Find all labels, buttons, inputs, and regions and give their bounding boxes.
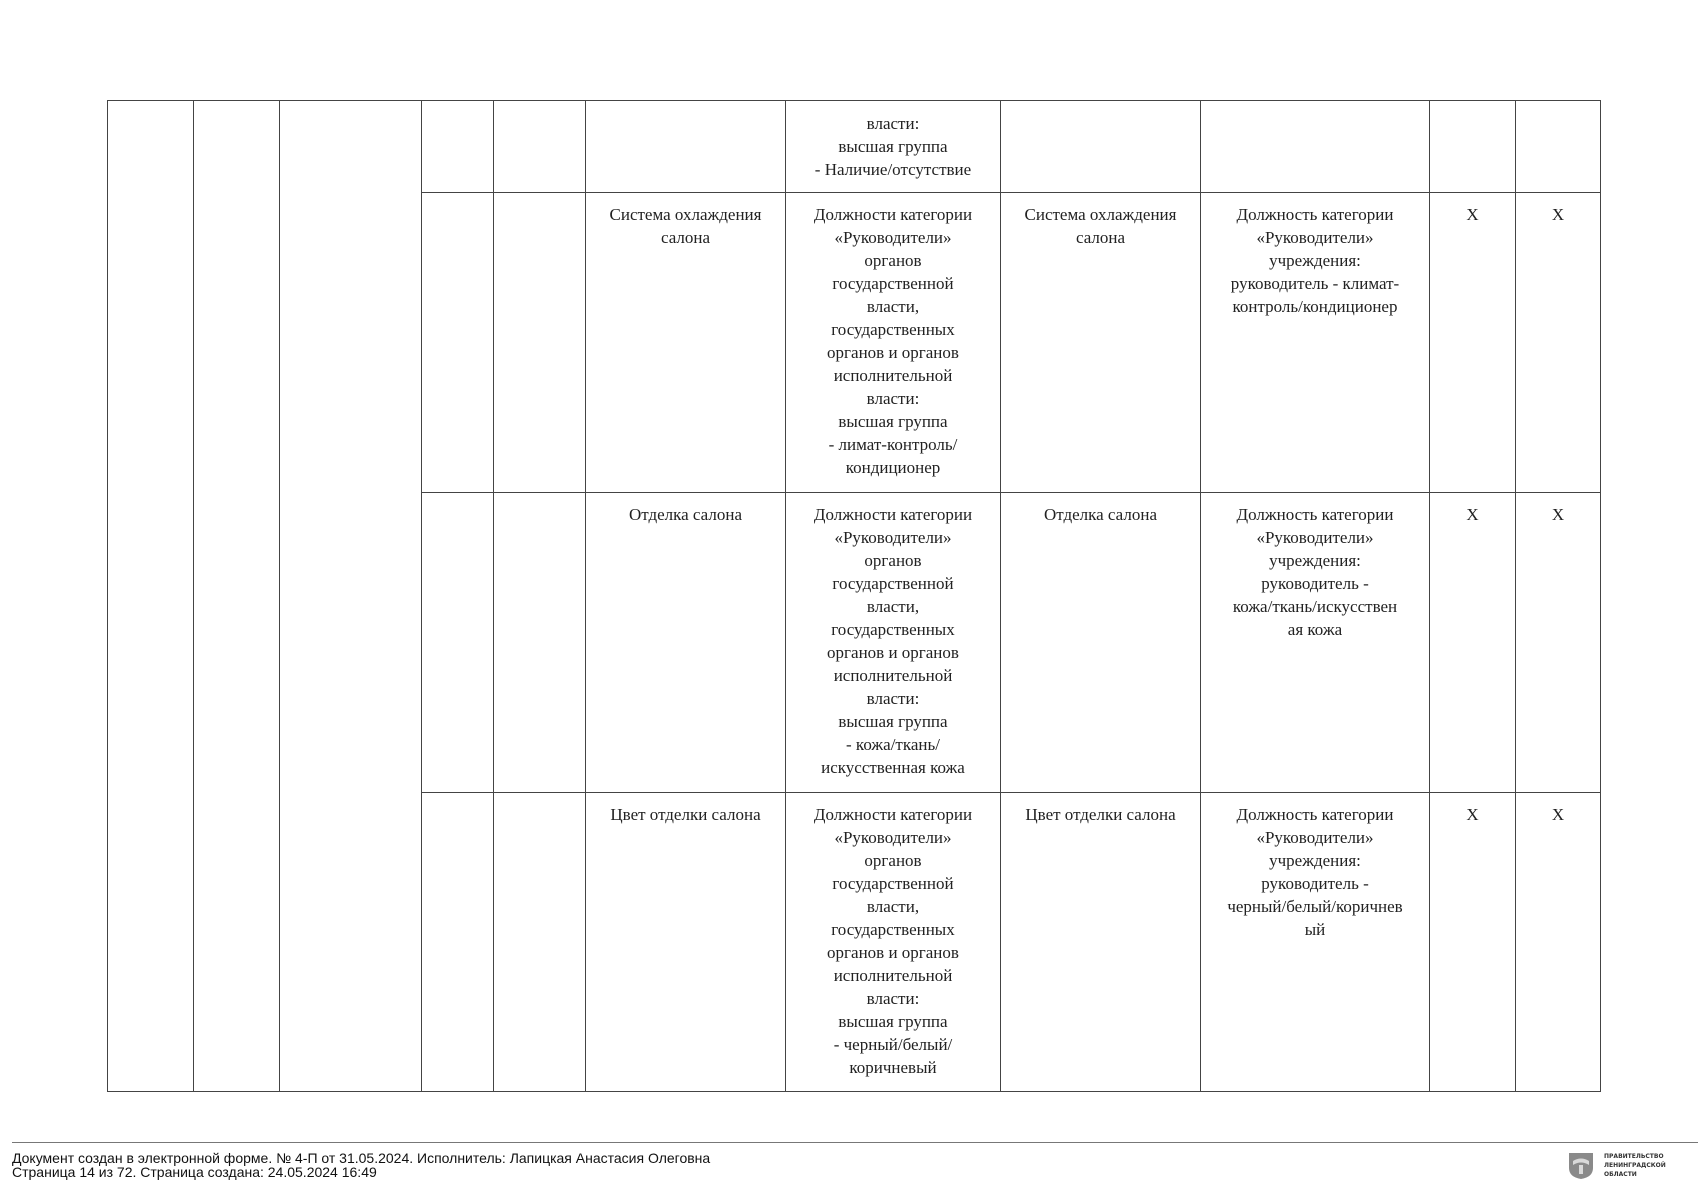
- cell-text: Система охлаждения салона: [609, 205, 762, 247]
- coat-of-arms-icon: [1568, 1152, 1594, 1180]
- table-cell: [422, 193, 494, 493]
- table-cell: [786, 101, 1001, 193]
- table-cell: [1516, 101, 1601, 193]
- footer-page-info: Страница 14 из 72. Страница создана: 24.05.2024 16:49: [12, 1164, 377, 1180]
- table-cell: [1430, 793, 1516, 1092]
- table-cell: [422, 493, 494, 793]
- cell-text: Х: [1466, 205, 1479, 224]
- table-cell: [1201, 101, 1430, 193]
- table-cell: [786, 493, 1001, 793]
- table-cell: [1001, 493, 1201, 793]
- logo-text: ПРАВИТЕЛЬСТВО ЛЕНИНГРАДСКОЙ ОБЛАСТИ: [1604, 1153, 1666, 1178]
- cell-text: Должность категории «Руководители» учреждения: руководитель - черный/белый/коричнев ый: [1227, 805, 1403, 939]
- table-cell: [1516, 493, 1601, 793]
- table-cell: [786, 793, 1001, 1092]
- cell-text: Цвет отделки салона: [1025, 805, 1176, 824]
- table-cell: [1001, 101, 1201, 193]
- cell-text: Цвет отделки салона: [610, 805, 761, 824]
- table-cell: [280, 101, 422, 1092]
- table-row: [108, 101, 1601, 193]
- table-cell: [422, 101, 494, 193]
- cell-text: Х: [1551, 505, 1565, 524]
- table-cell: [194, 101, 280, 1092]
- cell-text: Х: [1551, 205, 1565, 224]
- cell-text: Система охлаждения салона: [1024, 205, 1177, 247]
- table-cell: [586, 793, 786, 1092]
- cell-text: Должность категории «Руководители» учреждения: руководитель - кожа/ткань/искусствен ая кожа: [1232, 505, 1398, 639]
- table-cell: [1201, 493, 1430, 793]
- table-cell: [494, 193, 586, 493]
- table-cell: [1516, 793, 1601, 1092]
- cell-text: Отделка салона: [1043, 505, 1158, 524]
- table-cell: [494, 493, 586, 793]
- table-cell: [786, 193, 1001, 493]
- government-logo: [1568, 1150, 1688, 1184]
- cell-text: Должность категории «Руководители» учреждения: руководитель - климат- контроль/кондиционер: [1230, 205, 1400, 316]
- document-table: [107, 100, 1601, 1092]
- table-cell: [1201, 793, 1430, 1092]
- table-cell: [108, 101, 194, 1092]
- cell-text: Х: [1466, 805, 1479, 824]
- table-cell: [494, 793, 586, 1092]
- table-cell: [1516, 193, 1601, 493]
- table-cell: [1430, 193, 1516, 493]
- cell-text: Должности категории «Руководители» органов государственной власти, государственных органов и органов исполнительной власти: высшая группа - кожа/ткань/ искусственная кожа: [813, 505, 973, 777]
- footer-document-info: Документ создан в электронной форме. № 4-П от 31.05.2024. Исполнитель: Лапицкая Анастасия Олеговна: [12, 1150, 711, 1166]
- footer-divider: [12, 1142, 1698, 1143]
- cell-text: Х: [1551, 805, 1565, 824]
- table-cell: [1001, 193, 1201, 493]
- cell-text: Отделка салона: [628, 505, 743, 524]
- table-cell: [1430, 493, 1516, 793]
- table-cell: [1430, 101, 1516, 193]
- table-cell: [586, 101, 786, 193]
- cell-text: Должности категории «Руководители» органов государственной власти, государственных органов и органов исполнительной власти: высшая группа - лимат-контроль/ кондиционер: [813, 205, 973, 477]
- table-cell: [586, 193, 786, 493]
- table-cell: [1201, 193, 1430, 493]
- table-cell: [586, 493, 786, 793]
- cell-text: Х: [1466, 505, 1479, 524]
- page-footer: [12, 1151, 1212, 1179]
- table-cell: [422, 793, 494, 1092]
- cell-text: власти: высшая группа - Наличие/отсутствие: [814, 114, 972, 179]
- table-cell: [494, 101, 586, 193]
- table-cell: [1001, 793, 1201, 1092]
- cell-text: Должности категории «Руководители» органов государственной власти, государственных органов и органов исполнительной власти: высшая группа - черный/белый/ коричневый: [813, 805, 973, 1077]
